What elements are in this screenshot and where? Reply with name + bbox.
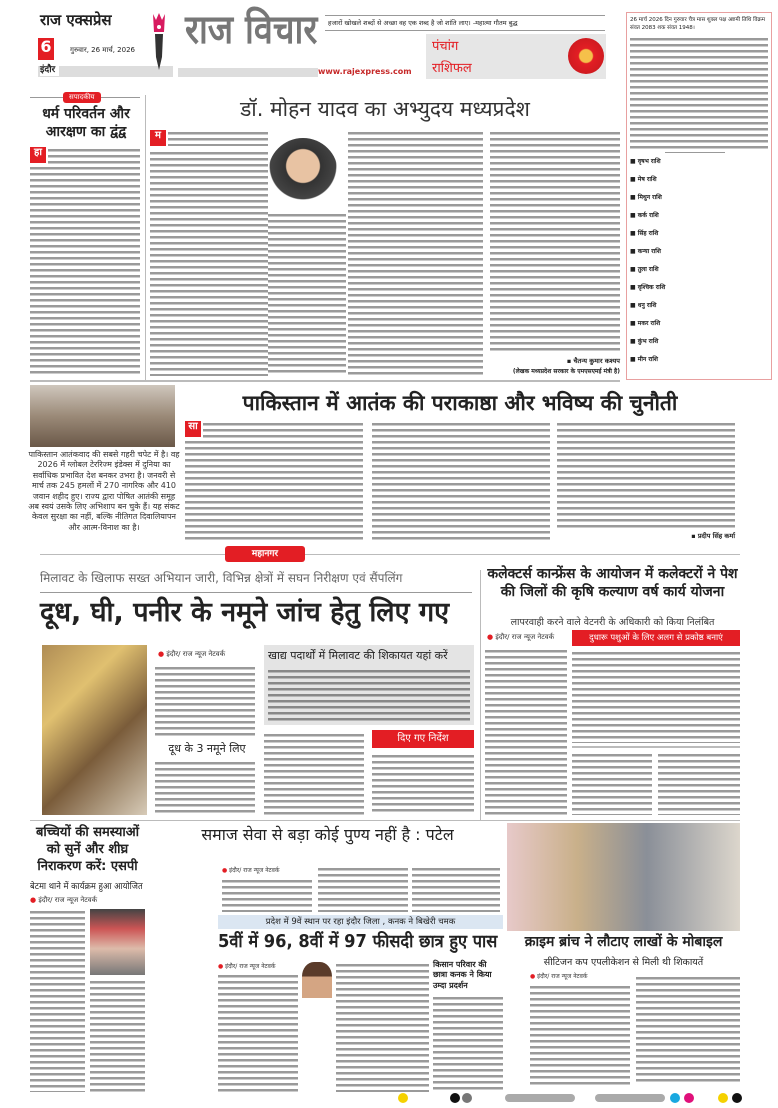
rashi-item: ■ वृषभ राशि <box>630 158 661 165</box>
panchang-block <box>630 16 768 152</box>
result-kicker: प्रदेश में 9वें स्थान पर रहा इंदौर जिला , कनक ने बिखेरी चमक <box>265 917 456 927</box>
rashi-item: ■ तुला राशि <box>630 266 659 273</box>
student-photo <box>302 962 332 998</box>
city-name: इंदौर <box>40 66 59 76</box>
section-title: राज विचार <box>185 7 318 53</box>
dropcap: हा <box>30 147 46 163</box>
rashi-item: ■ मीन राशि <box>630 356 658 363</box>
dateline: ● इंदौर/ राज न्यूज नेटवर्क <box>218 962 298 970</box>
rashifal-label: राशिफल <box>432 61 472 76</box>
collector-red-bar: दुधारू पशुओं के लिए अलग से प्रकोष्ठ बनाएं <box>572 630 740 646</box>
rashi-item: ■ वृश्चिक राशि <box>630 284 666 291</box>
brand-name: राज एक्सप्रेस <box>40 11 112 29</box>
crime-branch-photo <box>507 823 740 931</box>
directions-bar: दिए गए निर्देश <box>372 730 474 748</box>
author-photo <box>268 138 338 208</box>
quote: हजारों खोखले शब्दों से अच्छा वह एक शब्द है जो शांति लाए। -महात्मा गौतम बुद्ध <box>328 19 518 27</box>
result-side-block <box>433 960 503 1092</box>
sp-block <box>30 825 145 1092</box>
collector-subhead: लापरवाही करने वाले वेटनरी के अधिकारी को किया निलंबित <box>510 617 715 628</box>
editorial-badge: सपादकीय <box>63 92 101 103</box>
lead-author-note: (लेखक मध्यप्रदेश सरकार के एमएसएमई मंत्री है) <box>512 368 620 375</box>
lead-author: ▪ चैतन्य कुमार कश्यप <box>566 357 620 365</box>
crime-headline: क्राइम ब्रांच ने लौटाए लाखों के मोबाइल <box>524 934 723 950</box>
section-badge: महानगर <box>225 546 305 562</box>
collector-headline: कलेक्टर्स कान्फ्रेंस के आयोजन में कलेक्टरों ने पेश की जिलों की कृषि कल्याण वर्ष कार्य योजना <box>487 566 738 600</box>
rashi-item: ■ सिंह राशि <box>630 230 659 237</box>
milawat-subhead: दूध के 3 नमूने लिए <box>168 742 246 755</box>
sp-subhead: बेटमा थाने में कार्यक्रम हुआ आयोजित <box>30 881 143 892</box>
rashi-item: ■ मकर राशि <box>630 320 661 327</box>
pen-logo-icon <box>152 12 166 72</box>
editorial-headline: धर्म परिवर्तन और आरक्षण का द्वंद्व <box>42 106 130 141</box>
meeting-photo <box>90 909 145 975</box>
rashi-item: ■ धनु राशि <box>630 302 657 309</box>
crime-subhead: सीटिजन कप एपलीकेशन से मिली थी शिकायतें <box>543 957 704 968</box>
page-number: 6 <box>38 38 54 60</box>
lead-headline: डॉ. मोहन यादव का अभ्युदय मध्यप्रदेश <box>240 97 530 121</box>
photo-caption: पाकिस्तान आतंकवाद की सबसे गहरी चपेट में है। वह 2026 में ग्लोबल टेररिज्म इंडेक्स में दुनिया का सर्वाधिक प्रभावित देश बनकर उभरा है। जनवरी से मार्च तक 245 हमलों में 270 नागरिक और 410 जवान शहीद हुए। राज्य द्वारा पोषित आतंकी समूह अब स्वयं उसके लिए अभिशाप बन चुके हैं। यह संकट केवल सुरक्षा का नहीं, बल्कि नीतिगत दिवालियापन और आत्म-विनाश का है। <box>28 450 180 532</box>
dateline: ● इंदौर/ राज न्यूज नेटवर्क <box>30 896 145 905</box>
panchang-label: पंचांग <box>432 39 459 54</box>
rashi-item: ■ कन्या राशि <box>630 248 661 255</box>
milawat-kicker: मिलावट के खिलाफ सख्त अभियान जारी, विभिन्न क्षेत्रों में सघन निरीक्षण एवं सैंपलिंग <box>40 571 403 585</box>
editorial-block <box>30 105 142 377</box>
rashi-item: ■ कुंभ राशि <box>630 338 659 345</box>
dateline: ● इंदौर/ राज न्यूज नेटवर्क <box>487 633 567 642</box>
patel-headline: समाज सेवा से बड़ा कोई पुण्य नहीं है : पटेल <box>201 825 454 844</box>
panchang-intro: 26 मार्च 2026 दिन गुरुवार चैत्र मास शुक्ल पक्ष अष्टमी तिथि विक्रम संवत 2083 शक संवत 1948। <box>630 17 766 32</box>
rashi-item: ■ कर्क राशि <box>630 212 659 219</box>
milawat-headline: दूध, घी, पनीर के नमूने जांच हेतु लिए गए <box>40 597 450 628</box>
dropcap: म <box>150 130 166 146</box>
militants-photo <box>30 385 175 447</box>
rashi-item: ■ मेष राशि <box>630 176 657 183</box>
shop-photo <box>42 645 147 815</box>
issue-date: गुरुवार, 26 मार्च, 2026 <box>70 46 135 54</box>
result-side-head: किसान परिवार की छात्रा कनक ने किया उम्दा प्रदर्शन <box>433 960 492 990</box>
dateline: ● इंदौर/ राज न्यूज नेटवर्क <box>530 972 630 980</box>
dropcap: सा <box>185 421 201 437</box>
dateline: ● इंदौर/ राज न्यूज नेटवर्क <box>158 650 256 659</box>
dateline: ● इंदौर/ राज न्यूज नेटवर्क <box>222 866 314 874</box>
sp-headline: बच्चियों की समस्याओं को सुनें और शीघ्र निराकरण करें: एसपी <box>35 825 140 874</box>
pakistan-author: ▪ प्रदीप सिंह कर्मा <box>691 532 735 540</box>
collector-head-block <box>485 566 740 628</box>
website-link[interactable]: www.rajexpress.com <box>318 67 412 76</box>
rashifal-list <box>630 157 768 373</box>
pakistan-headline: पाकिस्तान में आतंक की पराकाष्ठा और भविष्य की चुनौती <box>242 391 678 415</box>
rashi-item: ■ मिथुन राशि <box>630 194 662 201</box>
zodiac-wheel-icon <box>568 38 604 74</box>
complaint-box-title: खाद्य पदार्थों में मिलावट की शिकायत यहां करें <box>268 649 448 662</box>
result-headline: 5वीं में 96, 8वीं में 97 फीसदी छात्र हुए पास <box>218 932 498 952</box>
